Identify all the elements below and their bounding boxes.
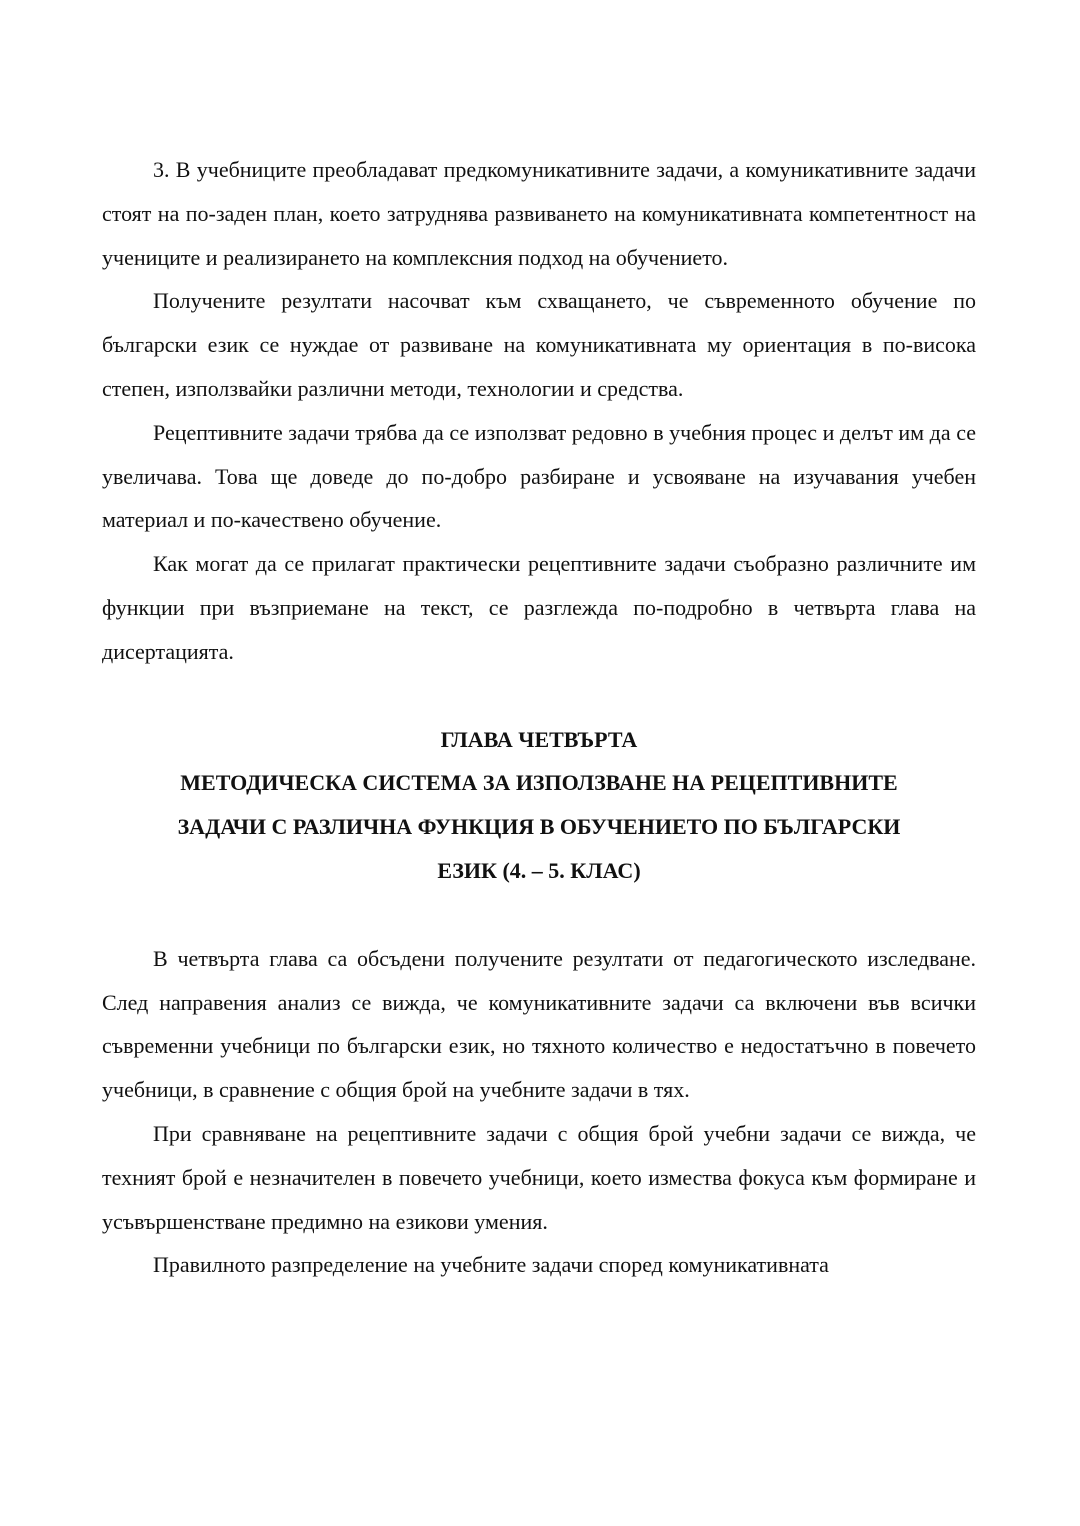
paragraph-receptive-tasks: Рецептивните задачи трябва да се използват редовно в учебния процес и делът им да се увеличава. Това ще доведе до по-добро разбиране и усвояване на изучавания учебен материал и по-качествено обучение. xyxy=(102,419,976,533)
chapter-label: ГЛАВА ЧЕТВЪРТА xyxy=(440,726,638,752)
paragraph-chapter-intro: В четвърта глава са обсъдени получените резултати от педагогическото изследване. След направения анализ се вижда, че комуникативните задачи са включени във всички съвременни учебници по български език, но тяхното количество е недостатъчно в повечето учебници, в сравнение с общия брой на учебните задачи в тях. xyxy=(102,945,976,1103)
chapter-title-line-2: ЗАДАЧИ С РАЗЛИЧНА ФУНКЦИЯ В ОБУЧЕНИЕТО ПО БЪЛГАРСКИ xyxy=(177,814,901,840)
chapter-title-line-3: ЕЗИК (4. – 5. КЛАС) xyxy=(437,857,641,883)
chapter-heading xyxy=(102,718,976,893)
paragraph-conclusion-3: 3. В учебниците преобладават предкомуникативните задачи, а комуникативните задачи стоят на по-заден план, което затруднява развиването на комуникативната компетентност на учениците и реализирането на комплексния подход на обучението. xyxy=(102,157,976,270)
paragraph-application: Как могат да се прилагат практически рецептивните задачи съобразно различните им функции при възприемане на текст, се разглежда по-подробно в четвърта глава на дисертацията. xyxy=(102,551,976,664)
document-page xyxy=(102,148,976,1287)
paragraph-comparison: При сравняване на рецептивните задачи с общия брой учебни задачи се вижда, че техният брой е незначителен в повечето учебници, което измества фокуса към формиране и усъвършенстване предимно на езикови умения. xyxy=(102,1120,976,1234)
paragraph-results: Получените резултати насочват към схващането, че съвременното обучение по български език се нуждае от развиване на комуникативната му ориентация в по-висока степен, използвайки различни методи, технологии и средства. xyxy=(102,288,976,401)
chapter-body xyxy=(102,937,976,1287)
chapter-title-line-1: МЕТОДИЧЕСКА СИСТЕМА ЗА ИЗПОЛЗВАНЕ НА РЕЦЕПТИВНИТЕ xyxy=(180,770,898,796)
paragraph-distribution: Правилното разпределение на учебните задачи според комуникативната xyxy=(153,1252,829,1278)
